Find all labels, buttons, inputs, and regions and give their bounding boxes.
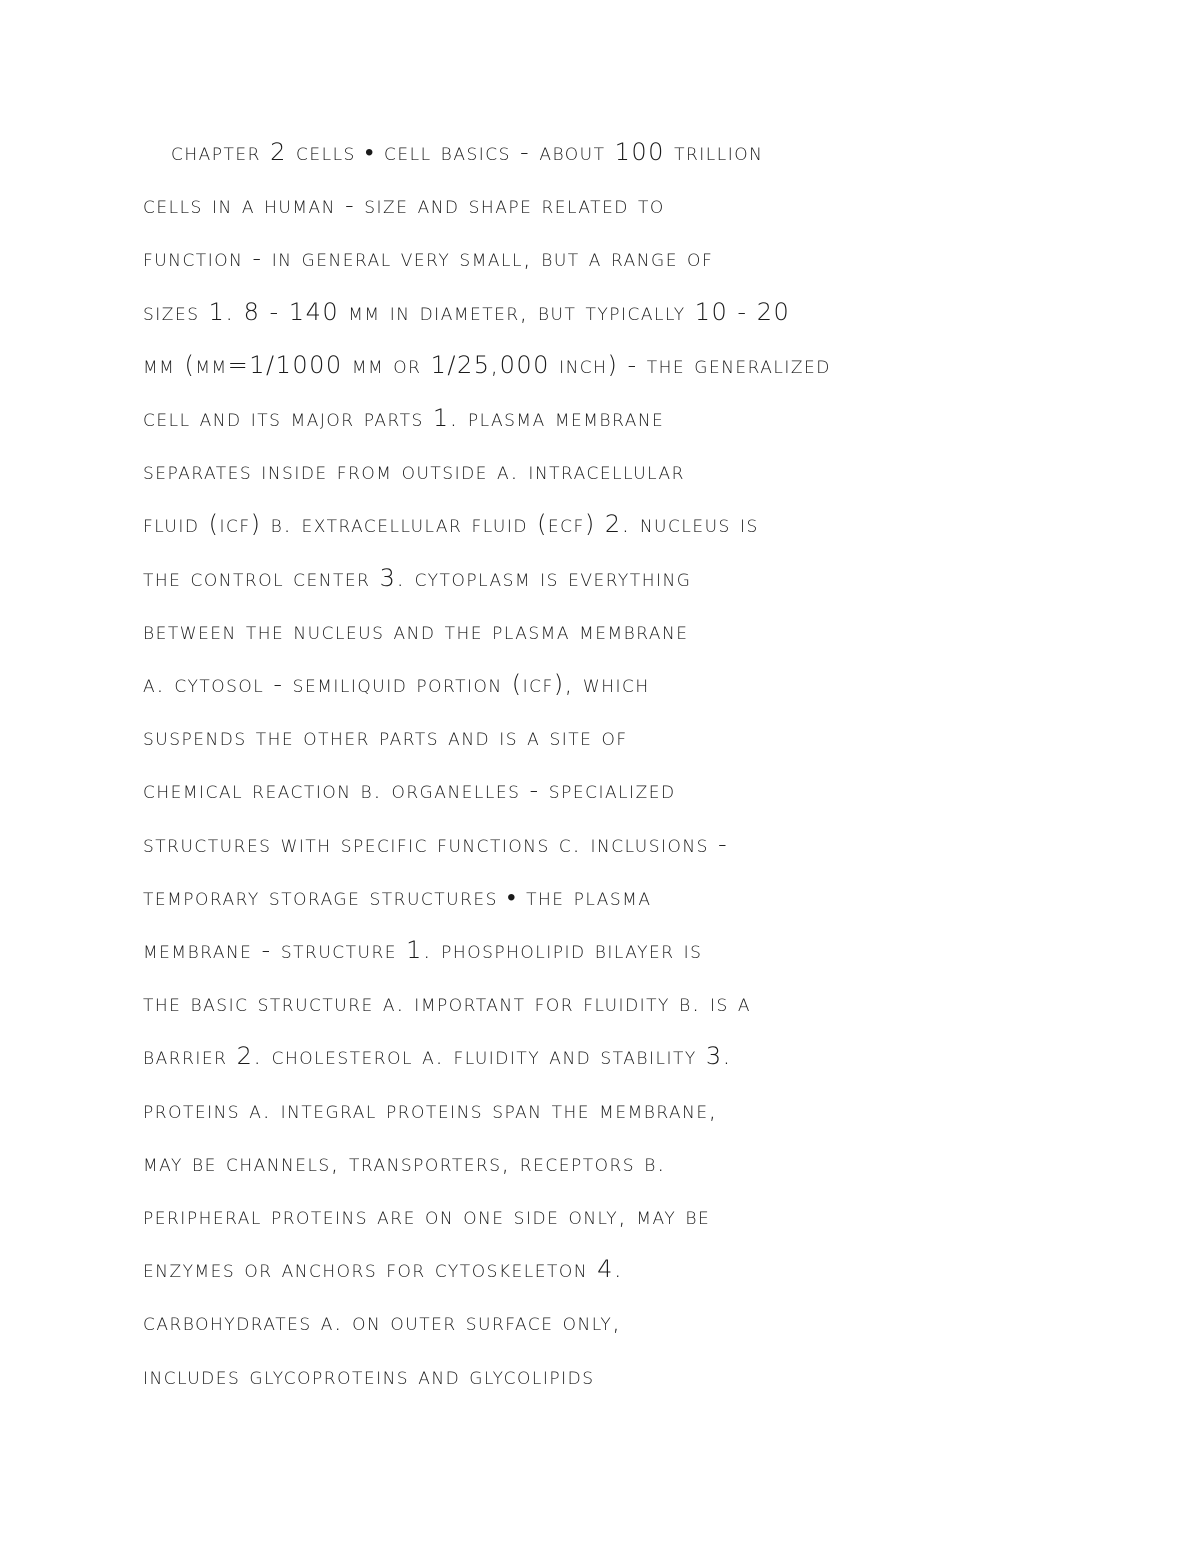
text-line: cells in a human - size and shape related to [143, 191, 665, 220]
text-line: μm (μm=1/1000 mm or 1/25,000 inch) - the generalized [143, 350, 831, 379]
text-line: peripheral proteins are on one side only, may be [143, 1202, 711, 1231]
text-line: separates inside from outside a. intracellular [143, 457, 685, 486]
text-line: structures with specific functions c. inclusions - [143, 829, 729, 858]
text-line: includes glycoproteins and glycolipids [143, 1361, 595, 1390]
text-line: function - in general very small, but a range of [143, 244, 714, 273]
text-line: suspends the other parts and is a site of [143, 723, 628, 752]
text-line: chemical reaction b. organelles - specialized [143, 776, 676, 805]
text-line: carbohydrates a. on outer surface only, [143, 1308, 622, 1337]
text-line: cell and its major parts 1. plasma membrane [143, 404, 665, 433]
text-line: proteins a. integral proteins span the membrane, [143, 1095, 718, 1124]
text-line: a. cytosol - semiliquid portion (icf), which [143, 670, 650, 699]
text-line: sizes 1. 8 - 140 μm in diameter, but typically 10 - 20 [143, 297, 791, 326]
text-line: membrane - structure 1. phospholipid bilayer is [143, 936, 703, 965]
text-line: may be channels, transporters, receptors b. [143, 1148, 666, 1177]
text-line: fluid (icf) b. extracellular fluid (ecf) 2. nucleus is [143, 510, 759, 539]
text-line: enzymes or anchors for cytoskeleton 4. [143, 1255, 623, 1284]
text-line: the control center 3. cytoplasm is everything [143, 563, 692, 592]
text-line: between the nucleus and the plasma membrane [143, 616, 689, 645]
body-text [143, 126, 1058, 1403]
text-line: the basic structure a. important for fluidity b. is a [143, 989, 752, 1018]
text-line: temporary storage structures • the plasma [143, 882, 652, 911]
text-line: barrier 2. cholesterol a. fluidity and stability 3. [143, 1042, 732, 1071]
text-line: chapter 2 cells • cell basics - about 100 trillion [171, 138, 764, 166]
